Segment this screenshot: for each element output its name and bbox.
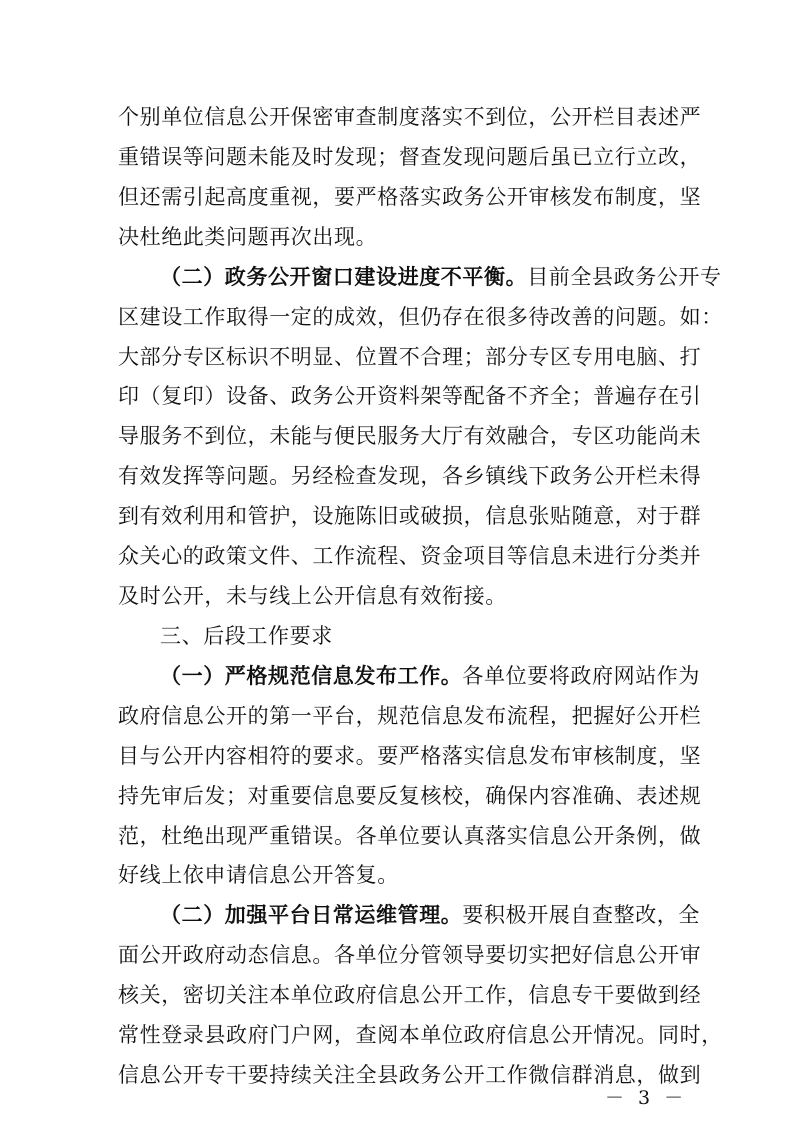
line-text: 众关心的政策文件、工作流程、资金项目等信息未进行分类并 [118, 544, 702, 568]
line-text: 目与公开内容相符的要求。要严格落实信息发布审核制度，坚 [118, 744, 702, 768]
paragraph-line [118, 860, 678, 890]
paragraph-line [118, 501, 702, 531]
paragraph-line [118, 781, 702, 811]
line-text: 印（复印）设备、政务公开资料架等配备不齐全；普遍存在引 [118, 384, 702, 408]
line-text: 信息公开专干要持续关注全县政务公开工作微信群消息，做到 [118, 1063, 702, 1087]
paragraph-line [118, 302, 723, 332]
line-text: 核关，密切关注本单位政府信息公开工作，信息专干要做到经 [118, 983, 702, 1007]
line-text: 个别单位信息公开保密审查制度落实不到位，公开栏目表述严 [118, 105, 702, 129]
section-heading-line [160, 262, 722, 292]
paragraph-line [118, 541, 702, 571]
line-text: 政府信息公开的第一平台，规范信息发布流程，把握好公开栏 [118, 704, 702, 728]
line-text: 重错误等问题未能及时发现；督查发现问题后虽已立行立改， [118, 145, 702, 169]
paragraph-line [118, 1020, 723, 1050]
chapter-heading-line [160, 621, 678, 651]
paragraph-line [118, 222, 678, 252]
section-heading: （二）政务公开窗口建设进度不平衡。 [160, 264, 528, 289]
paragraph-line [118, 342, 702, 372]
chapter-heading: 三、后段工作要求 [160, 624, 333, 648]
line-text: 好线上依申请信息公开答复。 [118, 863, 399, 887]
paragraph-line [118, 980, 702, 1010]
line-text: 常性登录县政府门户网，查阅本单位政府信息公开情况。同时， [118, 1023, 723, 1047]
line-text: 目前全县政务公开专 [527, 265, 722, 289]
paragraph-line [118, 421, 702, 451]
paragraph-line [118, 741, 702, 771]
paragraph-line [118, 940, 702, 970]
line-text: 面公开政府动态信息。各单位分管领导要切实把好信息公开审 [118, 943, 702, 967]
line-text: 各单位要将政府网站作为 [462, 664, 701, 688]
line-text: 大部分专区标识不明显、位置不合理；部分专区专用电脑、打 [118, 345, 702, 369]
paragraph-line [118, 581, 678, 611]
paragraph-line [118, 821, 702, 851]
section-heading: （一）严格规范信息发布工作。 [160, 663, 463, 688]
section-heading: （二）加强平台日常运维管理。 [160, 902, 463, 927]
line-text: 要积极开展自查整改，全 [462, 903, 701, 927]
page-number: － 3 － [605, 1087, 688, 1109]
line-text: 区建设工作取得一定的成效，但仍存在很多待改善的问题。如： [118, 305, 723, 329]
line-text: 导服务不到位，未能与便民服务大厅有效融合，专区功能尚未 [118, 424, 702, 448]
line-text: 范，杜绝出现严重错误。各单位要认真落实信息公开条例，做 [118, 824, 702, 848]
section-heading-line [160, 661, 701, 691]
line-text: 及时公开，未与线上公开信息有效衔接。 [118, 584, 507, 608]
paragraph-line [118, 182, 702, 212]
line-text: 决杜绝此类问题再次出现。 [118, 225, 378, 249]
line-text: 到有效利用和管护，设施陈旧或破损，信息张贴随意，对于群 [118, 504, 702, 528]
paragraph-line [118, 142, 702, 172]
line-text: 但还需引起高度重视，要严格落实政务公开审核发布制度，坚 [118, 185, 702, 209]
paragraph-line [118, 701, 702, 731]
line-text: 持先审后发；对重要信息要反复核校，确保内容准确、表述规 [118, 784, 702, 808]
paragraph-line [118, 381, 702, 411]
paragraph-line [118, 1060, 702, 1090]
section-heading-line [160, 900, 701, 930]
paragraph-line [118, 461, 702, 491]
line-text: 有效发挥等问题。另经检查发现，各乡镇线下政务公开栏未得 [118, 464, 702, 488]
paragraph-line [118, 102, 702, 132]
